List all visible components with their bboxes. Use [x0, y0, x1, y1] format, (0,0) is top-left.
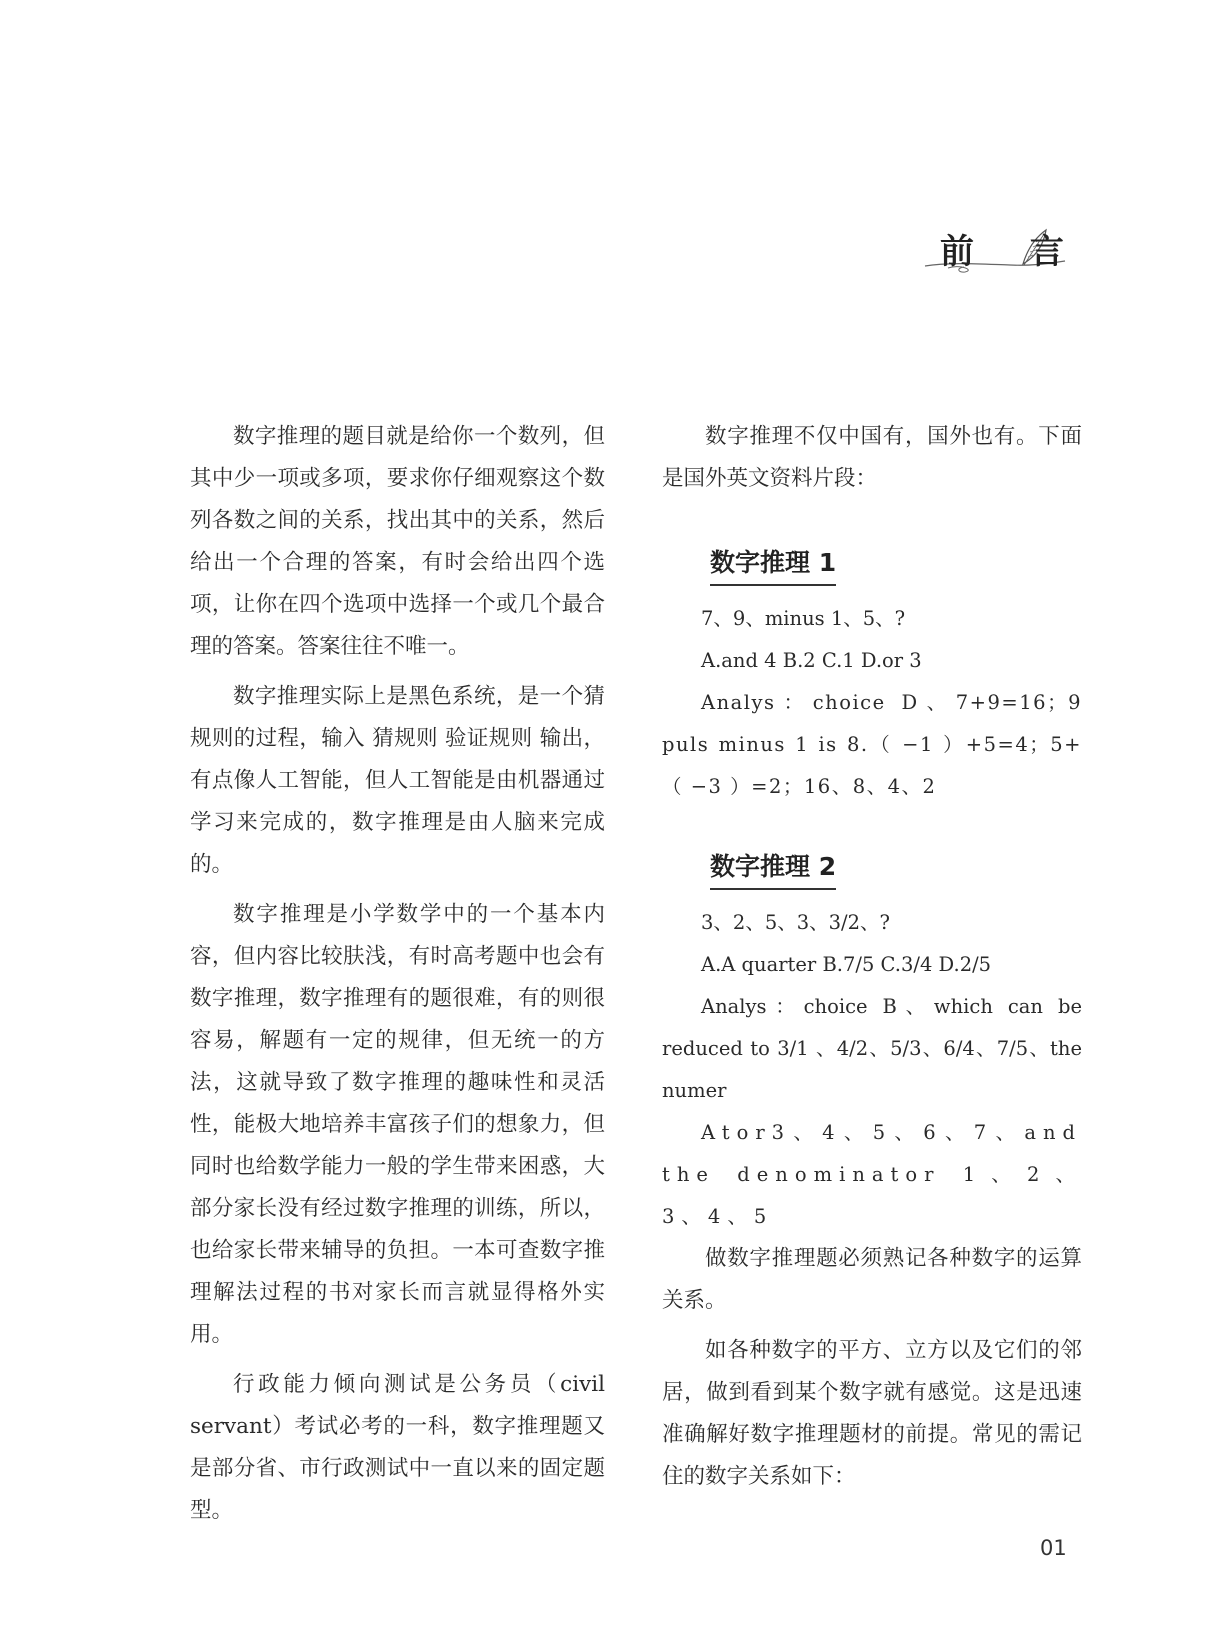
section-2-sequence: 3、2、5、3、3/2、?	[701, 911, 890, 934]
section-1-analysis: Analys：choice D、7+9=16；9 puls minus 1 is 8.（ −1 ）+5=4；5+（ −3 ）=2；16、8、4、2	[662, 691, 1082, 798]
section-2-options: A.A quarter B.7/5 C.3/4 D.2/5	[701, 953, 992, 976]
right-column	[662, 416, 1082, 1498]
page-title: 前 言	[940, 232, 1086, 272]
right-paragraph-2: 如各种数字的平方、立方以及它们的邻居，做到看到某个数字就有感觉。这是迅速准确解好数字推理题材的前提。常见的需记住的数字关系如下：	[662, 1338, 1082, 1489]
right-intro-paragraph: 数字推理不仅中国有，国外也有。下面是国外英文资料片段：	[662, 424, 1082, 491]
right-paragraph-1: 做数字推理题必须熟记各种数字的运算关系。	[662, 1246, 1082, 1313]
page-header	[940, 224, 1140, 294]
left-paragraph-4: 行政能力倾向测试是公务员（civil servant）考试必考的一科，数字推理题又是部分省、市行政测试中一直以来的固定题型。	[190, 1372, 605, 1523]
left-paragraph-3: 数字推理是小学数学中的一个基本内容，但内容比较肤浅，有时高考题中也会有数字推理，数字推理有的题很难，有的则很容易，解题有一定的规律，但无统一的方法，这就导致了数字推理的趣味性和灵活性，能极大地培养丰富孩子们的想象力，但同时也给数学能力一般的学生带来困惑，大部分家长没有经过数字推理的训练，所以，也给家长带来辅导的负担。一本可查数字推理解法过程的书对家长而言就显得格外实用。	[190, 902, 605, 1347]
section-2	[662, 848, 1082, 890]
section-1	[662, 544, 1082, 586]
section-1-options: A.and 4 B.2 C.1 D.or 3	[701, 649, 922, 672]
section-2-analysis: Analys：choice B、which can be reduced to 3/1 、4/2、5/3、6/4、7/5、the numer	[662, 995, 1082, 1102]
page-number: 01	[1040, 1536, 1067, 1560]
left-paragraph-1: 数字推理的题目就是给你一个数列，但其中少一项或多项，要求你仔细观察这个数列各数之间的关系，找出其中的关系，然后给出一个合理的答案，有时会给出四个选项，让你在四个选项中选择一个或几个最合理的答案。答案往往不唯一。	[190, 424, 605, 659]
section-1-sequence: 7、9、minus 1、5、?	[701, 607, 906, 630]
section-1-heading: 数字推理 1	[710, 546, 836, 586]
section-2-analysis-continued: Ator3、4、5、6、7、and the denominator 1、2、3、4、5	[662, 1121, 1082, 1228]
section-2-heading: 数字推理 2	[710, 850, 836, 890]
left-column	[190, 416, 605, 1532]
left-paragraph-2: 数字推理实际上是黑色系统，是一个猜规则的过程，输入 猜规则 验证规则 输出，有点像人工智能，但人工智能是由机器通过学习来完成的，数字推理是由人脑来完成的。	[190, 684, 605, 877]
